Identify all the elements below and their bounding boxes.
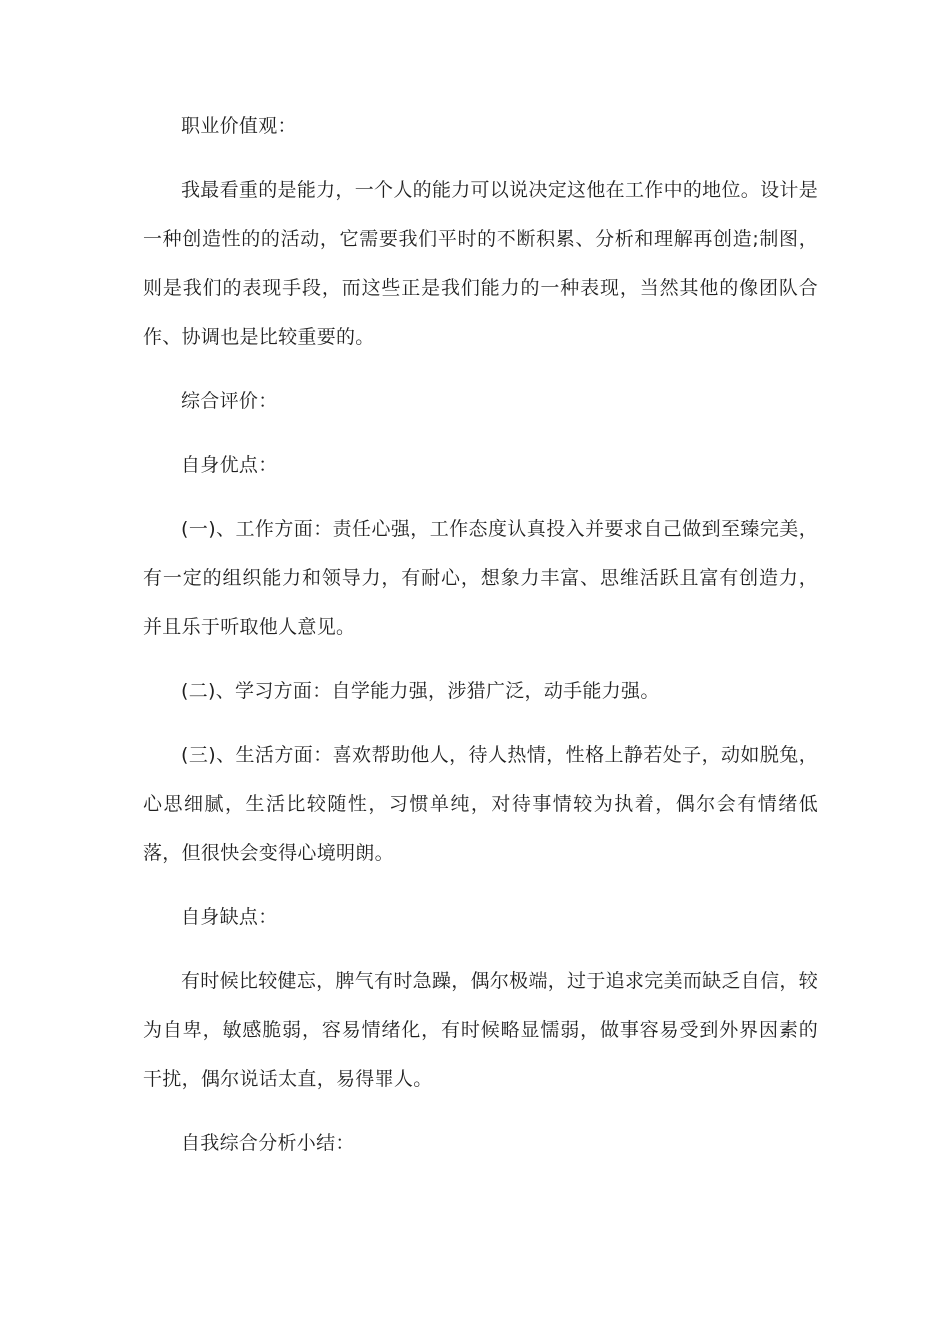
heading-strengths: 自身优点：	[181, 454, 278, 476]
paragraph-strength-work: (一)、工作方面：责任心强，工作态度认真投入并要求自己做到至臻完美，有一定的组织能力和领导力，有耐心，想象力丰富、思维活跃且富有创造力，并且乐于听取他人意见。	[143, 518, 818, 638]
paragraph-weaknesses: 有时候比较健忘，脾气有时急躁，偶尔极端，过于追求完美而缺乏自信，较为自卑，敏感脆弱，容易情绪化，有时候略显懦弱，做事容易受到外界因素的干扰，偶尔说话太直，易得罪人。	[143, 970, 818, 1090]
document-body	[143, 102, 818, 1183]
heading-overall-evaluation: 综合评价：	[181, 390, 278, 412]
paragraph-strength-study: (二)、学习方面：自学能力强，涉猎广泛，动手能力强。	[181, 680, 660, 702]
paragraph-career-values: 我最看重的是能力，一个人的能力可以说决定这他在工作中的地位。设计是一种创造性的的活动，它需要我们平时的不断积累、分析和理解再创造;制图，则是我们的表现手段，而这些正是我们能力的一种表现，当然其他的像团队合作、协调也是比较重要的。	[143, 179, 818, 348]
heading-career-values: 职业价值观：	[181, 115, 297, 137]
heading-summary: 自我综合分析小结：	[181, 1132, 355, 1154]
paragraph-strength-life: (三)、生活方面：喜欢帮助他人，待人热情，性格上静若处子，动如脱兔，心思细腻，生活比较随性，习惯单纯，对待事情较为执着，偶尔会有情绪低落，但很快会变得心境明朗。	[143, 744, 818, 864]
heading-weaknesses: 自身缺点：	[181, 906, 278, 928]
